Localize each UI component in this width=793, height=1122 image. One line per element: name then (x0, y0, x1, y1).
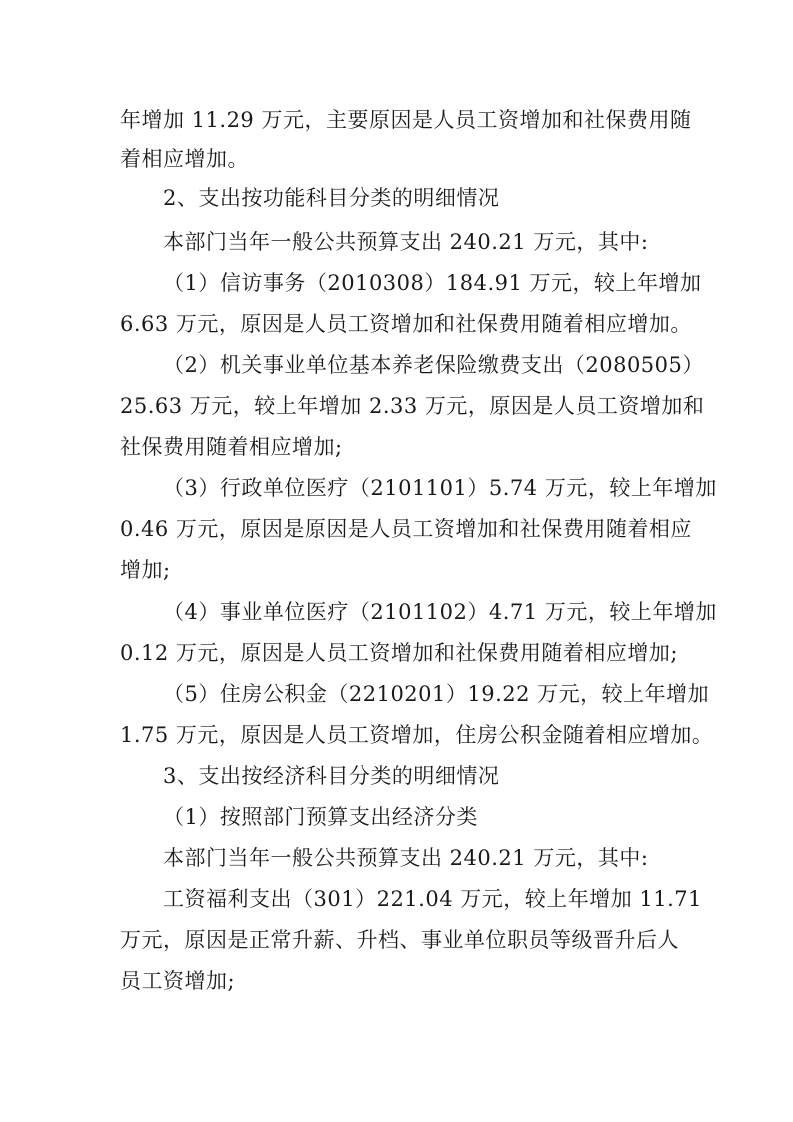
paragraph-line: 25.63 万元，较上年增加 2.33 万元，原因是人员工资增加和 (120, 394, 705, 418)
list-item-line: （2）机关事业单位基本养老保险缴费支出（2080505） (163, 353, 704, 377)
paragraph-line: 着相应增加。 (120, 147, 249, 171)
paragraph-line: 工资福利支出（301）221.04 万元，较上年增加 11.71 (163, 887, 703, 911)
paragraph-line: 1.75 万元，原因是人员工资增加，住房公积金随着相应增加。 (120, 723, 714, 747)
paragraph-line: 社保费用随着相应增加; (120, 435, 343, 459)
paragraph-line: 员工资增加; (120, 969, 236, 993)
paragraph-line: 本部门当年一般公共预算支出 240.21 万元，其中: (163, 846, 649, 870)
paragraph-line: 6.63 万元，原因是人员工资增加和社保费用随着相应增加。 (120, 312, 692, 336)
paragraph-line: 0.46 万元，原因是原因是人员工资增加和社保费用随着相应 (120, 517, 692, 541)
paragraph-line: 万元，原因是正常升薪、升档、事业单位职员等级晋升后人 (120, 928, 679, 952)
paragraph-line: 年增加 11.29 万元，主要原因是人员工资增加和社保费用随 (120, 108, 692, 132)
paragraph-line: 本部门当年一般公共预算支出 240.21 万元，其中: (163, 230, 649, 254)
list-item-line: （4）事业单位医疗（2101102）4.71 万元，较上年增加 (163, 600, 717, 624)
list-item-line: （3）行政单位医疗（2101101）5.74 万元，较上年增加 (163, 476, 717, 500)
section-heading: 2、支出按功能科目分类的明细情况 (163, 186, 500, 210)
list-item-line: （5）住房公积金（2210201）19.22 万元，较上年增加 (163, 682, 710, 706)
paragraph-line: 增加; (120, 558, 171, 582)
subsection-heading: （1）按照部门预算支出经济分类 (163, 805, 478, 829)
section-heading: 3、支出按经济科目分类的明细情况 (163, 764, 500, 788)
list-item-line: （1）信访事务（2010308）184.91 万元，较上年增加 (163, 271, 702, 295)
paragraph-line: 0.12 万元，原因是人员工资增加和社保费用随着相应增加; (120, 641, 679, 665)
